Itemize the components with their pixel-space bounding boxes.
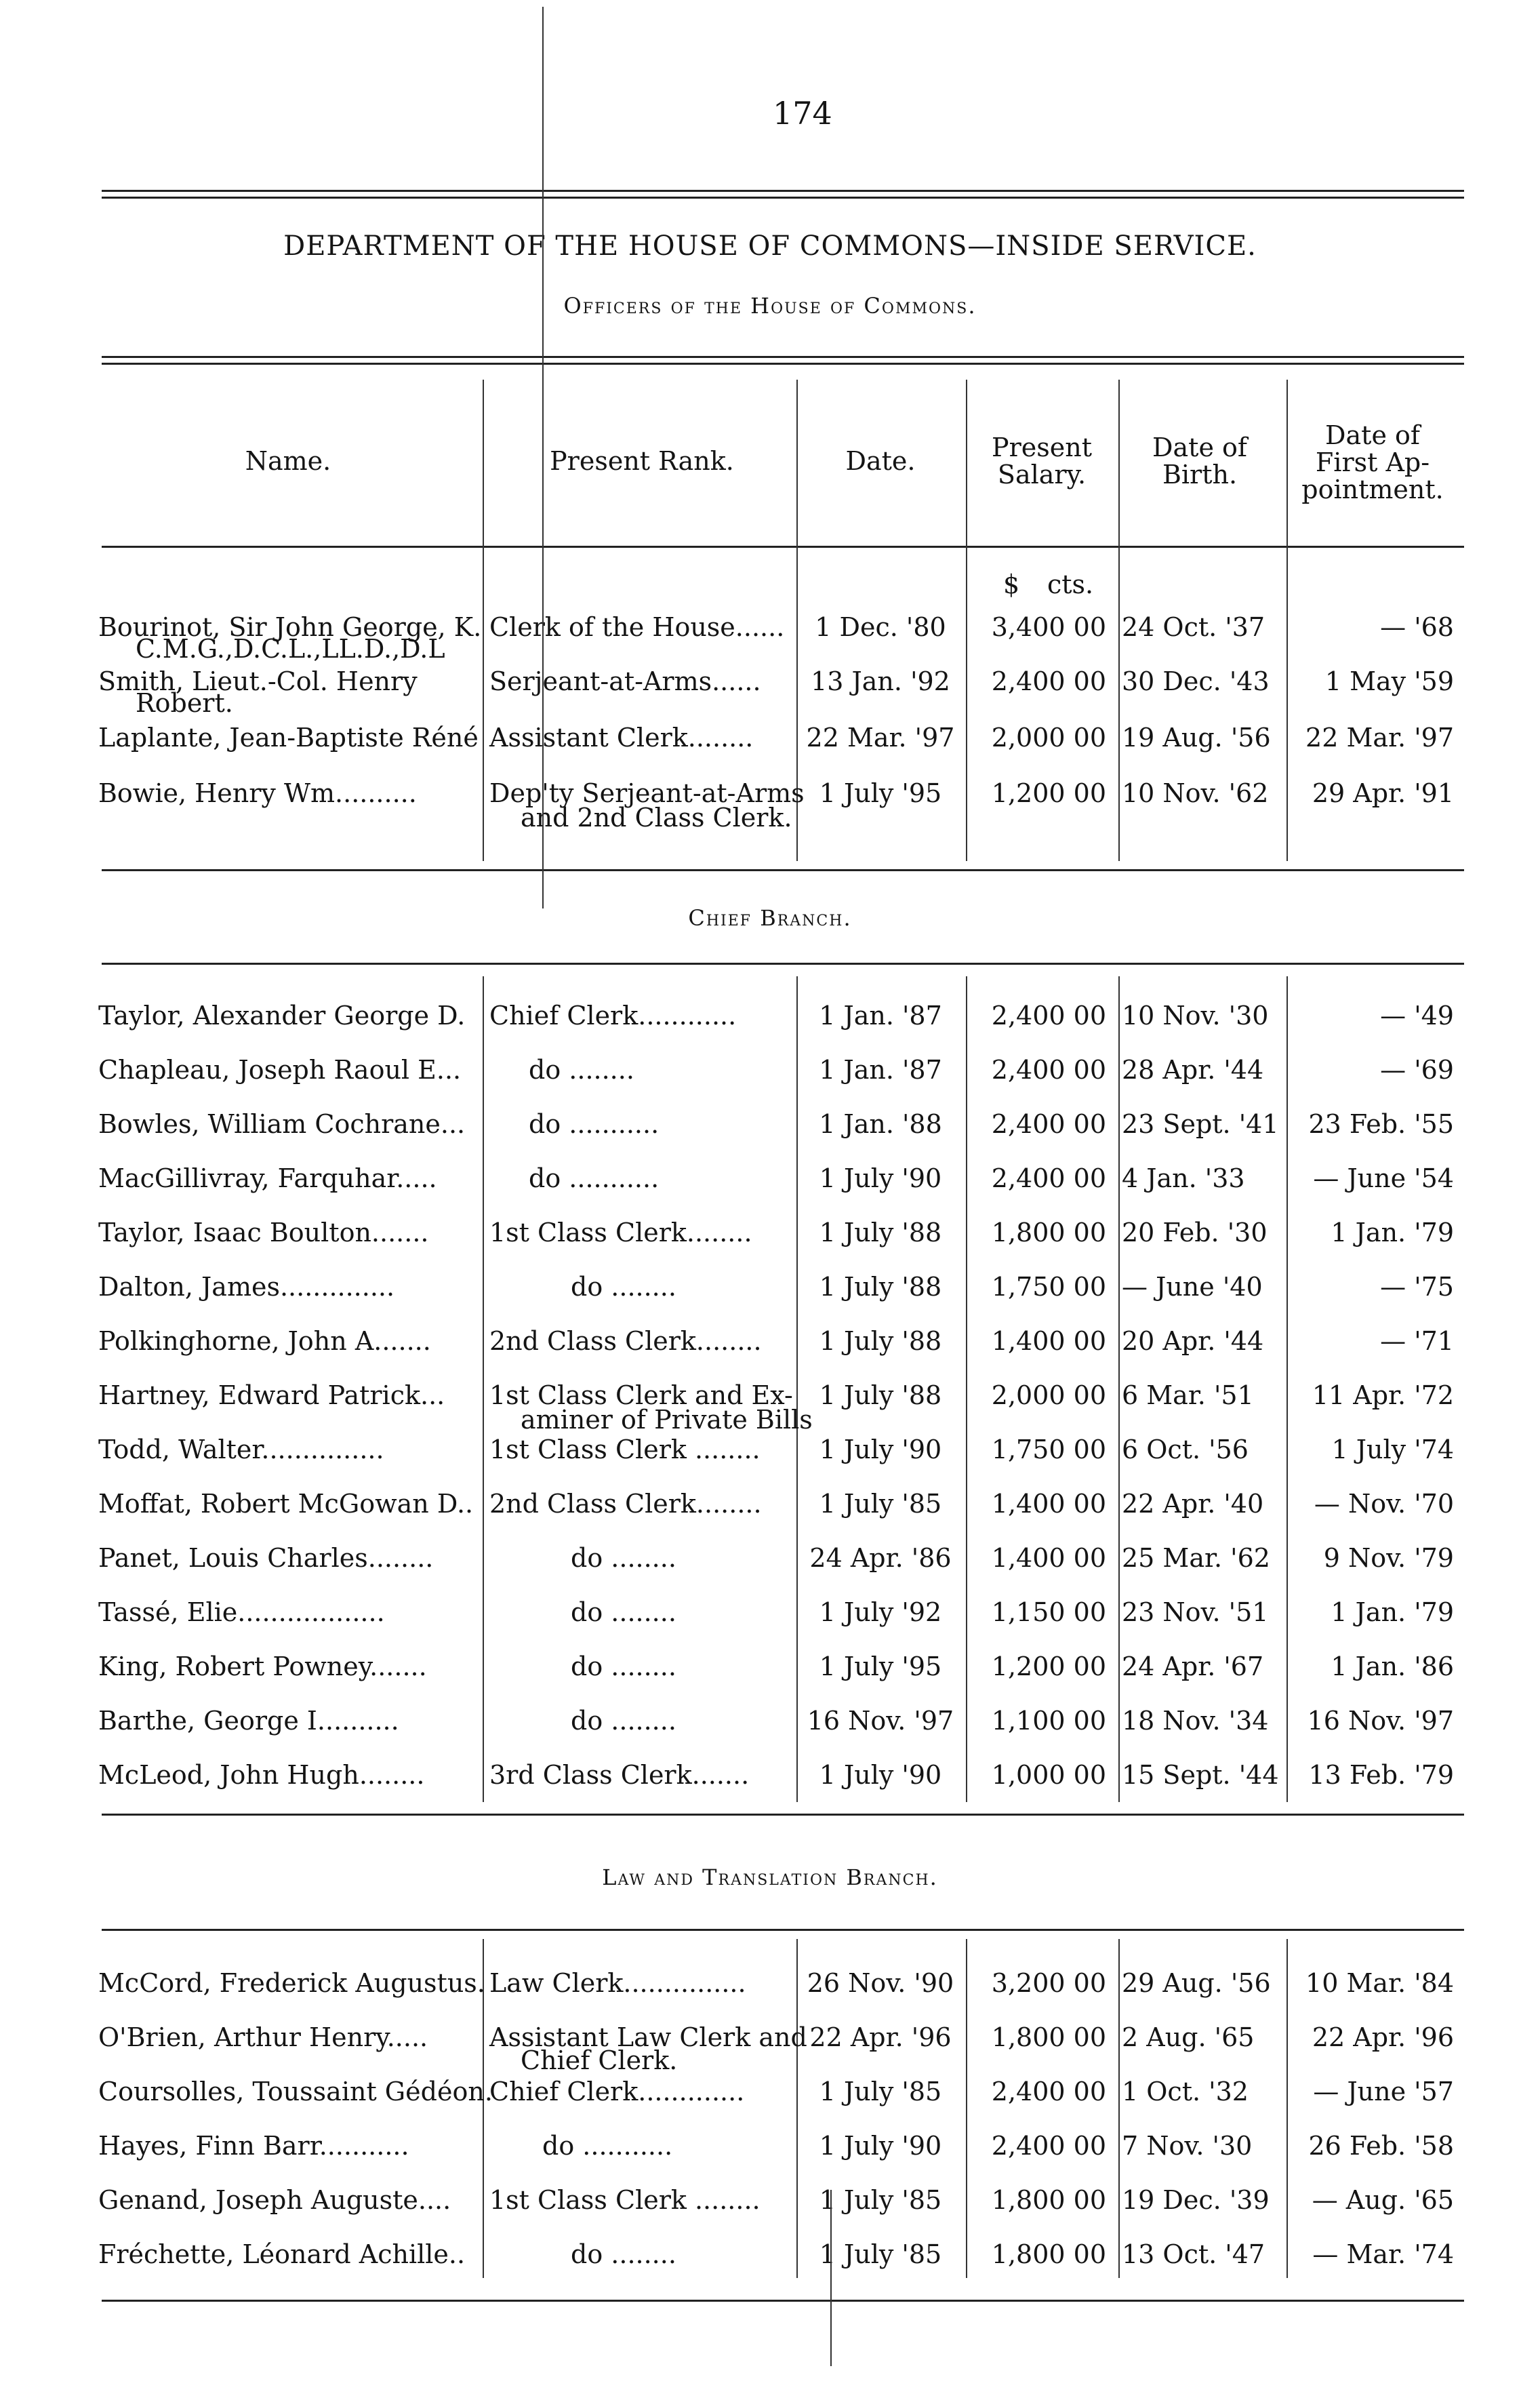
salary-cell: 1,800 00 — [991, 1218, 1106, 1247]
salary-cell: 2,000 00 — [991, 1380, 1106, 1410]
rank-cell: Assistant Clerk........ — [489, 723, 754, 753]
name-cell: O'Brien, Arthur Henry..... — [98, 2022, 428, 2052]
column-divider — [1118, 1939, 1120, 2278]
rank-cell: Chief Clerk............ — [489, 1001, 737, 1031]
birth-cell: 20 Apr. '44 — [1122, 1326, 1264, 1356]
date-cell: 24 Apr. '86 — [809, 1543, 952, 1573]
rank-cell: 2nd Class Clerk........ — [489, 1489, 762, 1519]
first-appointment-cell: — '75 — [1380, 1272, 1454, 1302]
first-appointment-cell: 22 Mar. '97 — [1305, 723, 1454, 753]
column-divider — [796, 1939, 798, 2278]
header-top-rule-inner — [102, 363, 1464, 365]
name-cell: Smith, Lieut.-Col. Henry — [98, 666, 418, 696]
rank-cell: 2nd Class Clerk........ — [489, 1326, 762, 1356]
page-number: 174 — [773, 95, 832, 132]
birth-cell: 18 Nov. '34 — [1122, 1706, 1269, 1736]
rank-cell: 1st Class Clerk and Ex- — [489, 1380, 793, 1410]
section-rule — [102, 869, 1464, 871]
first-appointment-cell: — '68 — [1380, 612, 1454, 642]
salary-cell: 2,400 00 — [991, 1001, 1106, 1031]
rank-cell: 1st Class Clerk........ — [489, 1218, 752, 1247]
name-cell: Todd, Walter............... — [98, 1435, 384, 1464]
rank-cell: do ........ — [571, 1543, 676, 1573]
section-subtitle: Officers of the House of Commons. — [563, 293, 977, 319]
scan-artifact-line — [830, 2190, 832, 2366]
name-cell: Laplante, Jean-Baptiste Réné — [98, 723, 479, 753]
scan-artifact-line — [542, 7, 544, 908]
first-appointment-cell: 10 Mar. '84 — [1305, 1968, 1454, 1998]
birth-cell: 28 Apr. '44 — [1122, 1055, 1264, 1085]
column-divider — [1286, 1939, 1288, 2278]
date-cell: 1 Jan. '87 — [819, 1001, 942, 1031]
salary-cell: 1,200 00 — [991, 778, 1106, 808]
rank-cell: do ........ — [571, 1597, 676, 1627]
column-divider — [1286, 380, 1288, 861]
first-appointment-cell: 1 Jan. '79 — [1331, 1597, 1454, 1627]
rank-cell: do ........ — [571, 1706, 676, 1736]
salary-cell: 1,750 00 — [991, 1272, 1106, 1302]
date-cell: 1 July '95 — [819, 1652, 942, 1681]
rank-cell: do ........ — [571, 2239, 676, 2269]
first-appointment-cell: — '49 — [1380, 1001, 1454, 1031]
salary-cell: 2,400 00 — [991, 1163, 1106, 1193]
rank-cell: do ........ — [571, 1652, 676, 1681]
date-cell: 1 July '88 — [819, 1272, 942, 1302]
date-cell: 1 July '92 — [819, 1597, 942, 1627]
top-rule — [102, 190, 1464, 192]
header-rank: Present Rank. — [550, 446, 734, 476]
header-top-rule — [102, 356, 1464, 358]
section-rule — [102, 1929, 1464, 1931]
first-appointment-cell: 23 Feb. '55 — [1308, 1109, 1454, 1139]
salary-cell: 1,800 00 — [991, 2239, 1106, 2269]
date-cell: 1 July '95 — [819, 778, 942, 808]
salary-cell: 2,000 00 — [991, 723, 1106, 753]
rank-cell: do ........... — [529, 1163, 660, 1193]
date-cell: 22 Mar. '97 — [806, 723, 955, 753]
first-appointment-cell: — Aug. '65 — [1312, 2185, 1454, 2215]
salary-cell: 2,400 00 — [991, 666, 1106, 696]
rank-cell-continued: Chief Clerk. — [521, 2045, 678, 2075]
rank-cell: Dep'ty Serjeant-at-Arms — [489, 778, 805, 808]
salary-cell: 3,400 00 — [991, 612, 1106, 642]
birth-cell: 20 Feb. '30 — [1122, 1218, 1268, 1247]
rank-cell: 3rd Class Clerk....... — [489, 1760, 750, 1790]
date-cell: 1 July '85 — [819, 2077, 942, 2106]
salary-cell: 2,400 00 — [991, 1109, 1106, 1139]
column-divider — [1118, 976, 1120, 1802]
name-cell: Panet, Louis Charles........ — [98, 1543, 434, 1573]
birth-cell: 7 Nov. '30 — [1122, 2131, 1253, 2161]
salary-cell: 1,150 00 — [991, 1597, 1106, 1627]
salary-cell: 1,000 00 — [991, 1760, 1106, 1790]
salary-cell: 1,100 00 — [991, 1706, 1106, 1736]
salary-cell: 1,800 00 — [991, 2185, 1106, 2215]
date-cell: 1 July '90 — [819, 2131, 942, 2161]
column-divider — [1118, 380, 1120, 861]
rank-cell: do ........... — [542, 2131, 673, 2161]
first-appointment-cell: 16 Nov. '97 — [1307, 1706, 1454, 1736]
name-cell: MacGillivray, Farquhar..... — [98, 1163, 437, 1193]
header-salary-line1: Present — [992, 433, 1092, 462]
birth-cell: 1 Oct. '32 — [1122, 2077, 1249, 2106]
name-cell: Fréchette, Léonard Achille.. — [98, 2239, 466, 2269]
name-cell: Bowles, William Cochrane... — [98, 1109, 466, 1139]
name-cell: Bowie, Henry Wm.......... — [98, 778, 417, 808]
name-cell: King, Robert Powney....... — [98, 1652, 427, 1681]
salary-cell: 1,400 00 — [991, 1326, 1106, 1356]
page-title: DEPARTMENT OF THE HOUSE OF COMMONS—INSIDE SERVICE. — [283, 231, 1257, 262]
date-cell: 22 Apr. '96 — [809, 2022, 952, 2052]
name-cell: Tassé, Elie.................. — [98, 1597, 385, 1627]
column-divider — [483, 380, 484, 861]
name-cell: Taylor, Alexander George D. — [98, 1001, 466, 1031]
birth-cell: 4 Jan. '33 — [1122, 1163, 1245, 1193]
header-first-appointment — [1291, 422, 1454, 503]
date-cell: 1 July '90 — [819, 1163, 942, 1193]
rank-cell: 1st Class Clerk ........ — [489, 1435, 761, 1464]
birth-cell: 29 Aug. '56 — [1122, 1968, 1271, 1998]
first-appointment-cell: — June '54 — [1313, 1163, 1454, 1193]
birth-cell: 13 Oct. '47 — [1122, 2239, 1265, 2269]
first-appointment-cell: 1 Jan. '86 — [1331, 1652, 1454, 1681]
date-cell: 13 Jan. '92 — [811, 666, 950, 696]
first-appointment-cell: 1 Jan. '79 — [1331, 1218, 1454, 1247]
name-cell: Dalton, James.............. — [98, 1272, 395, 1302]
section-heading-law-translation-branch: Law and Translation Branch. — [602, 1864, 938, 1890]
birth-cell: 15 Sept. '44 — [1122, 1760, 1279, 1790]
date-cell: 1 Jan. '87 — [819, 1055, 942, 1085]
name-cell: Bourinot, Sir John George, K. — [98, 612, 482, 642]
first-appointment-cell: 11 Apr. '72 — [1312, 1380, 1454, 1410]
rank-cell-continued: aminer of Private Bills — [521, 1405, 813, 1435]
first-appointment-cell: — '71 — [1380, 1326, 1454, 1356]
name-cell: McLeod, John Hugh........ — [98, 1760, 425, 1790]
date-cell: 1 July '90 — [819, 1760, 942, 1790]
birth-cell: 24 Oct. '37 — [1122, 612, 1265, 642]
header-first-line3: pointment. — [1301, 475, 1444, 504]
date-cell: 16 Nov. '97 — [807, 1706, 954, 1736]
section-heading-chief-branch: Chief Branch. — [688, 905, 852, 931]
first-appointment-cell: — '69 — [1380, 1055, 1454, 1085]
birth-cell: 6 Mar. '51 — [1122, 1380, 1254, 1410]
column-divider — [966, 380, 967, 861]
section-rule — [102, 963, 1464, 965]
units-cents: cts. — [1047, 569, 1094, 599]
date-cell: 1 July '85 — [819, 2239, 942, 2269]
name-cell: McCord, Frederick Augustus. — [98, 1968, 485, 1998]
birth-cell: 19 Aug. '56 — [1122, 723, 1271, 753]
first-appointment-cell: 13 Feb. '79 — [1308, 1760, 1454, 1790]
birth-cell: 23 Sept. '41 — [1122, 1109, 1279, 1139]
birth-cell: 30 Dec. '43 — [1122, 666, 1270, 696]
rank-cell: do ........ — [529, 1055, 634, 1085]
first-appointment-cell: 29 Apr. '91 — [1312, 778, 1454, 808]
name-cell: Polkinghorne, John A....... — [98, 1326, 431, 1356]
rank-cell: Law Clerk............... — [489, 1968, 746, 1998]
birth-cell: 22 Apr. '40 — [1122, 1489, 1264, 1519]
column-divider — [1286, 976, 1288, 1802]
first-appointment-cell: — June '57 — [1313, 2077, 1454, 2106]
birth-cell: 23 Nov. '51 — [1122, 1597, 1269, 1627]
header-birth — [1122, 434, 1278, 488]
first-appointment-cell: 26 Feb. '58 — [1308, 2131, 1454, 2161]
salary-cell: 2,400 00 — [991, 1055, 1106, 1085]
date-cell: 1 July '85 — [819, 2185, 942, 2215]
date-cell: 1 July '88 — [819, 1218, 942, 1247]
rank-cell: do ........ — [571, 1272, 676, 1302]
rank-cell: do ........... — [529, 1109, 660, 1139]
header-salary-line2: Salary. — [997, 460, 1087, 489]
name-cell: Hayes, Finn Barr........... — [98, 2131, 409, 2161]
birth-cell: 10 Nov. '30 — [1122, 1001, 1269, 1031]
birth-cell: 19 Dec. '39 — [1122, 2185, 1270, 2215]
header-salary — [971, 434, 1113, 488]
birth-cell: 2 Aug. '65 — [1122, 2022, 1255, 2052]
name-cell: Taylor, Isaac Boulton....... — [98, 1218, 429, 1247]
header-date: Date. — [845, 446, 916, 476]
rank-cell: Assistant Law Clerk and — [489, 2022, 807, 2052]
header-bottom-rule — [102, 546, 1464, 548]
name-cell: Genand, Joseph Auguste.... — [98, 2185, 451, 2215]
name-cell-continued: Robert. — [136, 688, 233, 718]
first-appointment-cell: 9 Nov. '79 — [1323, 1543, 1454, 1573]
bottom-rule — [102, 2300, 1464, 2302]
date-cell: 1 Jan. '88 — [819, 1109, 942, 1139]
salary-cell: 1,200 00 — [991, 1652, 1106, 1681]
name-cell-continued: C.M.G.,D.C.L.,LL.D.,D.L — [136, 634, 445, 664]
header-birth-line1: Date of — [1152, 433, 1247, 462]
salary-cell: 1,750 00 — [991, 1435, 1106, 1464]
date-cell: 1 Dec. '80 — [815, 612, 946, 642]
birth-cell: — June '40 — [1122, 1272, 1263, 1302]
name-cell: Hartney, Edward Patrick... — [98, 1380, 445, 1410]
section-rule — [102, 1814, 1464, 1816]
rank-cell: Clerk of the House...... — [489, 612, 785, 642]
date-cell: 1 July '88 — [819, 1380, 942, 1410]
birth-cell: 25 Mar. '62 — [1122, 1543, 1270, 1573]
birth-cell: 10 Nov. '62 — [1122, 778, 1269, 808]
salary-cell: 2,400 00 — [991, 2131, 1106, 2161]
first-appointment-cell: 1 May '59 — [1324, 666, 1454, 696]
salary-cell: 3,200 00 — [991, 1968, 1106, 1998]
column-divider — [966, 976, 967, 1802]
name-cell: Barthe, George I.......... — [98, 1706, 399, 1736]
rank-cell-continued: and 2nd Class Clerk. — [521, 803, 792, 833]
birth-cell: 24 Apr. '67 — [1122, 1652, 1264, 1681]
column-divider — [966, 1939, 967, 2278]
date-cell: 1 July '85 — [819, 1489, 942, 1519]
header-first-line2: First Ap- — [1315, 447, 1430, 477]
salary-cell: 2,400 00 — [991, 2077, 1106, 2106]
date-cell: 26 Nov. '90 — [807, 1968, 954, 1998]
first-appointment-cell: — Nov. '70 — [1314, 1489, 1454, 1519]
salary-cell: 1,400 00 — [991, 1489, 1106, 1519]
column-divider — [483, 976, 484, 1802]
first-appointment-cell: — Mar. '74 — [1312, 2239, 1454, 2269]
name-cell: Chapleau, Joseph Raoul E... — [98, 1055, 462, 1085]
header-name: Name. — [245, 446, 331, 476]
header-birth-line2: Birth. — [1162, 460, 1238, 489]
rank-cell: Chief Clerk............. — [489, 2077, 745, 2106]
name-cell: Moffat, Robert McGowan D.. — [98, 1489, 474, 1519]
rank-cell: Serjeant-at-Arms...... — [489, 666, 761, 696]
birth-cell: 6 Oct. '56 — [1122, 1435, 1249, 1464]
first-appointment-cell: 1 July '74 — [1331, 1435, 1454, 1464]
first-appointment-cell: 22 Apr. '96 — [1312, 2022, 1454, 2052]
salary-cell: 1,800 00 — [991, 2022, 1106, 2052]
top-rule-inner — [102, 197, 1464, 199]
date-cell: 1 July '90 — [819, 1435, 942, 1464]
rank-cell: 1st Class Clerk ........ — [489, 2185, 761, 2215]
date-cell: 1 July '88 — [819, 1326, 942, 1356]
units-dollars: $ — [1003, 569, 1020, 599]
header-first-line1: Date of — [1325, 420, 1420, 450]
salary-cell: 1,400 00 — [991, 1543, 1106, 1573]
name-cell: Coursolles, Toussaint Gédéon. — [98, 2077, 493, 2106]
